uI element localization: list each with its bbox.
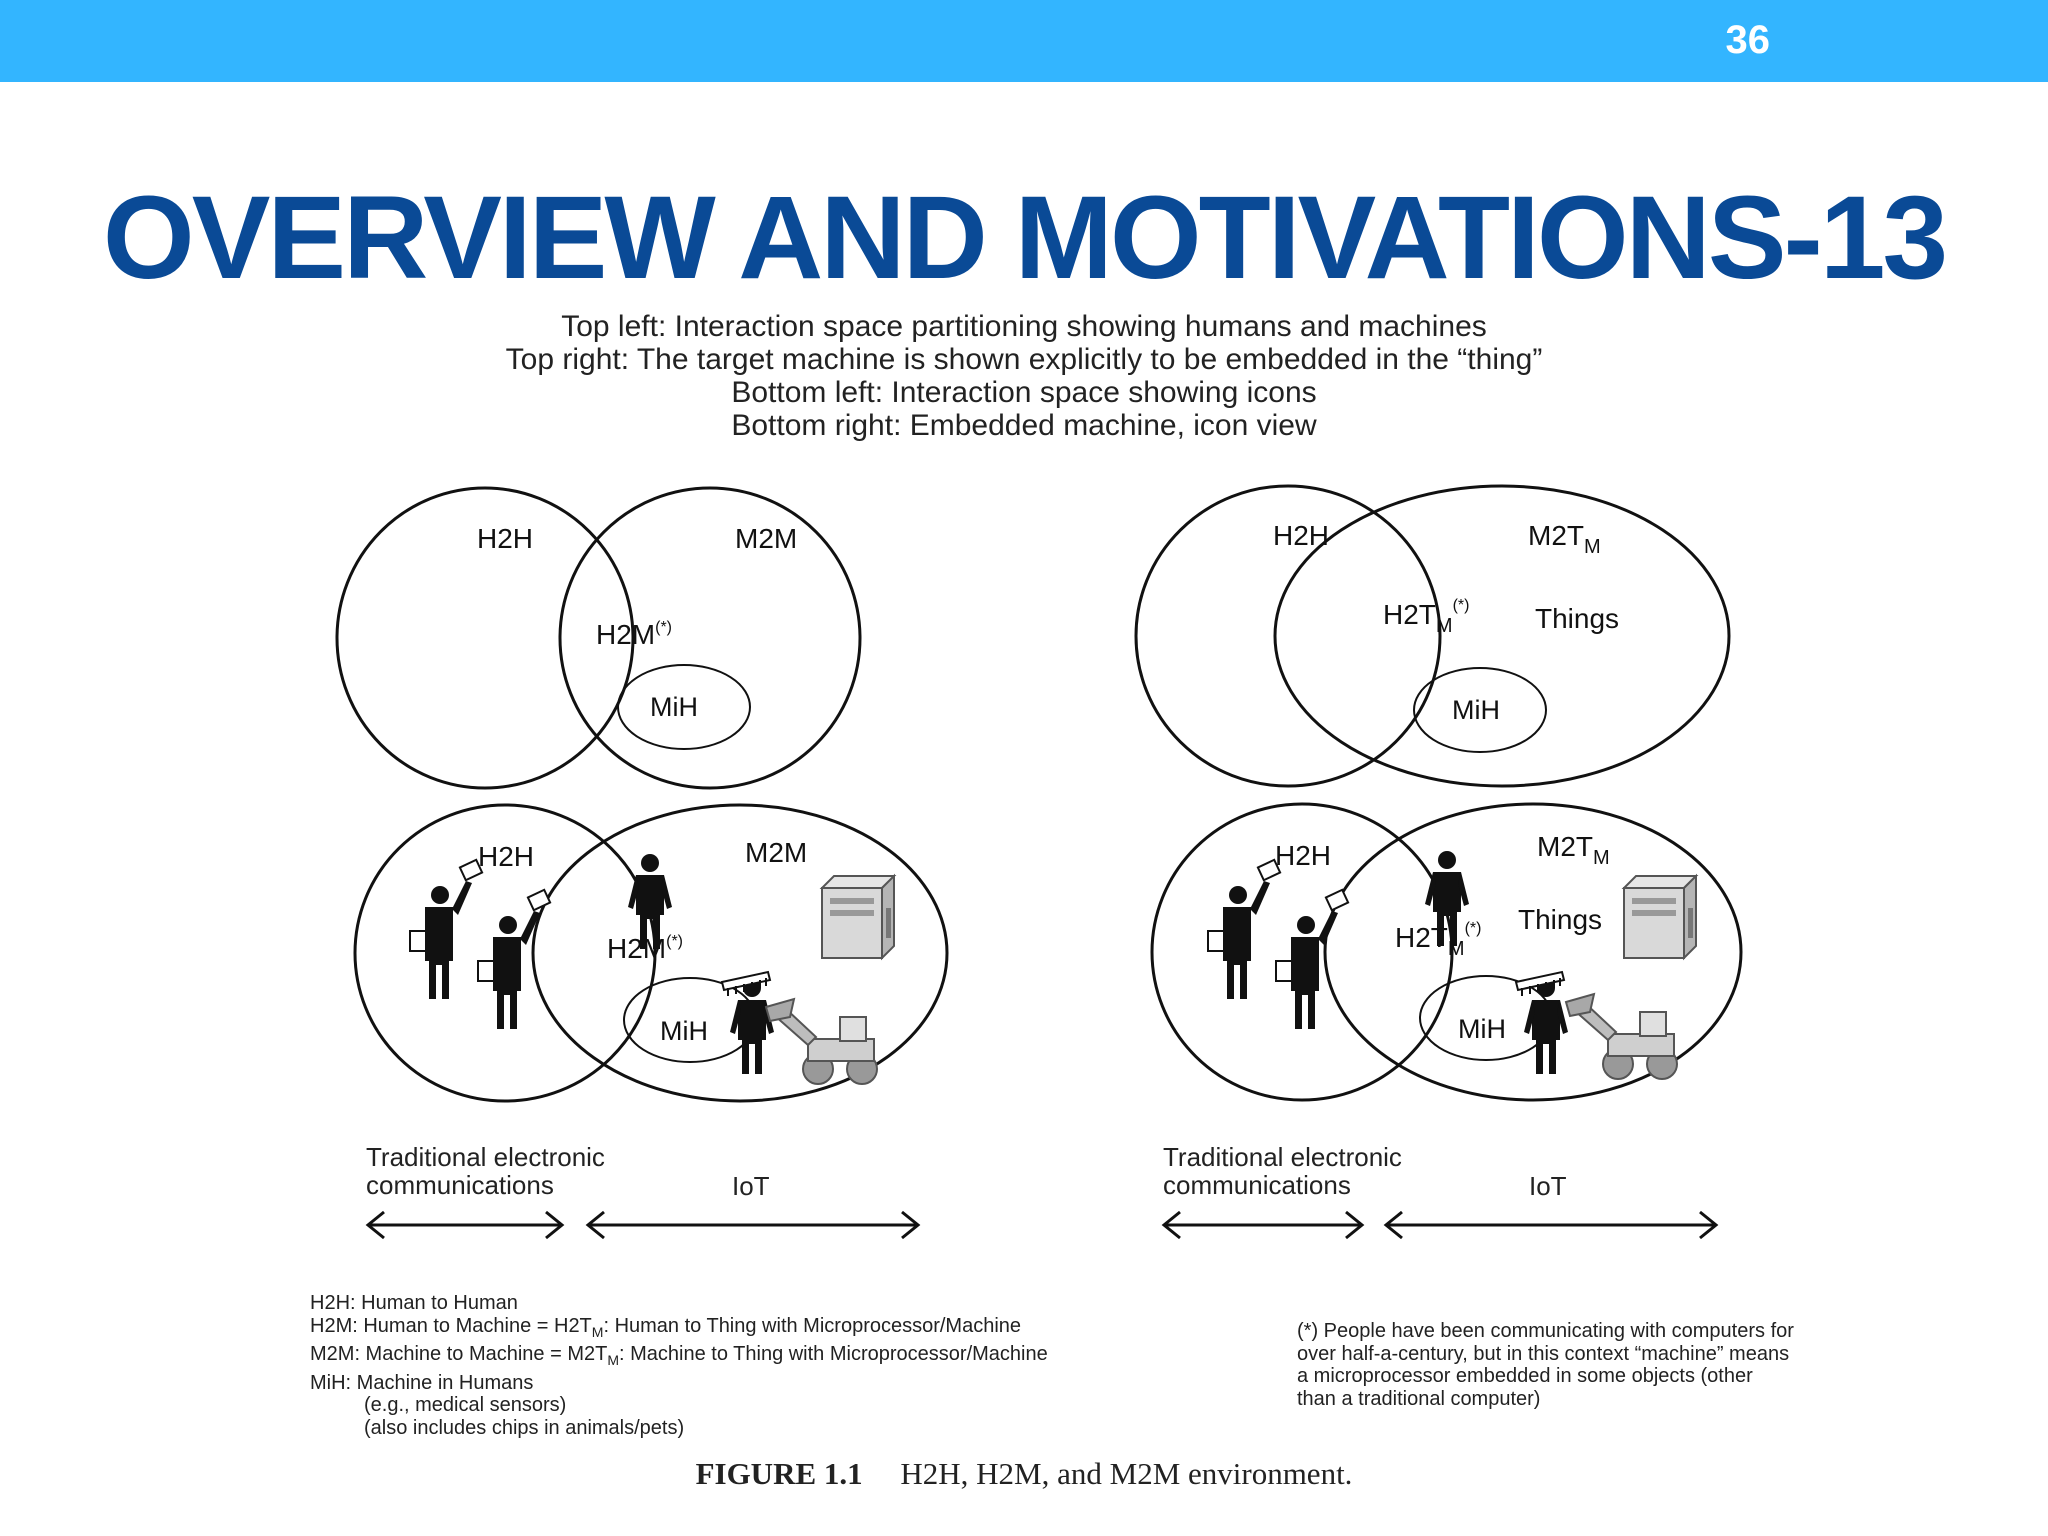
double-arrow-icon xyxy=(368,1212,562,1238)
venn-bottom-right xyxy=(1152,804,1741,1100)
venn-bottom-left xyxy=(355,805,947,1101)
traditional-label-right xyxy=(1163,1143,1402,1199)
label-h2h: H2H xyxy=(1273,520,1330,551)
person-with-tablet-icon xyxy=(410,860,482,999)
double-arrow-icon xyxy=(1164,1212,1362,1238)
figure-label: FIGURE 1.1 xyxy=(695,1456,863,1491)
label-m2m: M2M xyxy=(735,523,798,554)
venn-top-right xyxy=(1136,486,1729,786)
label-things: Things xyxy=(1518,904,1603,935)
label-m2m: M2M xyxy=(745,837,808,868)
legend xyxy=(310,1292,1048,1439)
traditional-line2: communications xyxy=(366,1170,554,1200)
traditional-line1: Traditional electronic xyxy=(366,1142,605,1172)
label-m2t: $M2T_M$ xyxy=(1537,831,1610,869)
label-h2h: H2H xyxy=(477,523,534,554)
person-with-tablet-icon xyxy=(478,890,550,1029)
double-arrow-icon xyxy=(1386,1212,1716,1238)
caption-line: Bottom left: Interaction space showing icons xyxy=(731,376,1317,409)
loader-vehicle-icon xyxy=(766,999,877,1084)
label-mih: MiH xyxy=(1452,695,1500,725)
traditional-label-left xyxy=(366,1143,605,1199)
venn-top-left xyxy=(337,488,860,788)
person-with-tablet-icon xyxy=(1208,860,1280,999)
traditional-line2: communications xyxy=(1163,1170,1351,1200)
loader-vehicle-icon xyxy=(1566,994,1677,1079)
label-h2t: $H2T_M^{(*)}$ xyxy=(1395,920,1482,960)
iot-label-right: IoT xyxy=(1529,1171,1567,1201)
label-h2m: H2M(*) xyxy=(607,933,684,964)
label-mih: MiH xyxy=(650,692,698,722)
server-icon xyxy=(1624,876,1696,958)
slide-number: 36 xyxy=(1725,18,1770,62)
figure-caption xyxy=(0,1456,2048,1492)
label-h2t: $H2T_M^{(*)}$ xyxy=(1383,597,1470,637)
legend-h2h: H2H: Human to Human xyxy=(310,1292,518,1314)
label-mih: MiH xyxy=(1458,1014,1506,1044)
circle-m2t xyxy=(1275,486,1729,786)
caption-line: Bottom right: Embedded machine, icon view xyxy=(731,409,1317,442)
label-m2t: $M2T_M$ xyxy=(1528,520,1601,558)
label-h2h: H2H xyxy=(478,841,535,872)
caption-line: Top left: Interaction space partitioning showing humans and machines xyxy=(561,310,1487,343)
traditional-line1: Traditional electronic xyxy=(1163,1142,1402,1172)
legend-mih-note: (also includes chips in animals/pets) xyxy=(364,1416,685,1439)
footnote: (*) People have been communicating with computers for over half-a-century, but in this context “machine” means a microprocessor embedded in some objects (other than a traditional computer) xyxy=(1297,1320,1794,1410)
legend-m2m: M2M: Machine to Machine = $M2T_M$: Machine to Thing with Microprocessor/Machine xyxy=(310,1343,1048,1368)
legend-mih: MiH: Machine in Humans xyxy=(310,1371,534,1394)
label-h2m: H2M(*) xyxy=(596,619,673,650)
person-with-tablet-icon xyxy=(1276,890,1348,1029)
double-arrow-icon xyxy=(588,1212,918,1238)
label-mih: MiH xyxy=(660,1016,708,1046)
label-things: Things xyxy=(1535,603,1620,634)
server-icon xyxy=(822,876,894,958)
caption-line: Top right: The target machine is shown explicitly to be embedded in the “thing” xyxy=(505,343,1543,376)
label-h2h: H2H xyxy=(1275,840,1332,871)
legend-mih-example: (e.g., medical sensors) xyxy=(364,1394,567,1416)
figure-caption-text: H2H, H2M, and M2M environment. xyxy=(900,1456,1353,1491)
slide-title: OVERVIEW AND MOTIVATIONS-13 xyxy=(102,172,1946,304)
legend-h2m: H2M: Human to Machine = $H2T_M$: Human to Thing with Microprocessor/Machine xyxy=(310,1314,1022,1340)
iot-label-left: IoT xyxy=(732,1171,770,1201)
